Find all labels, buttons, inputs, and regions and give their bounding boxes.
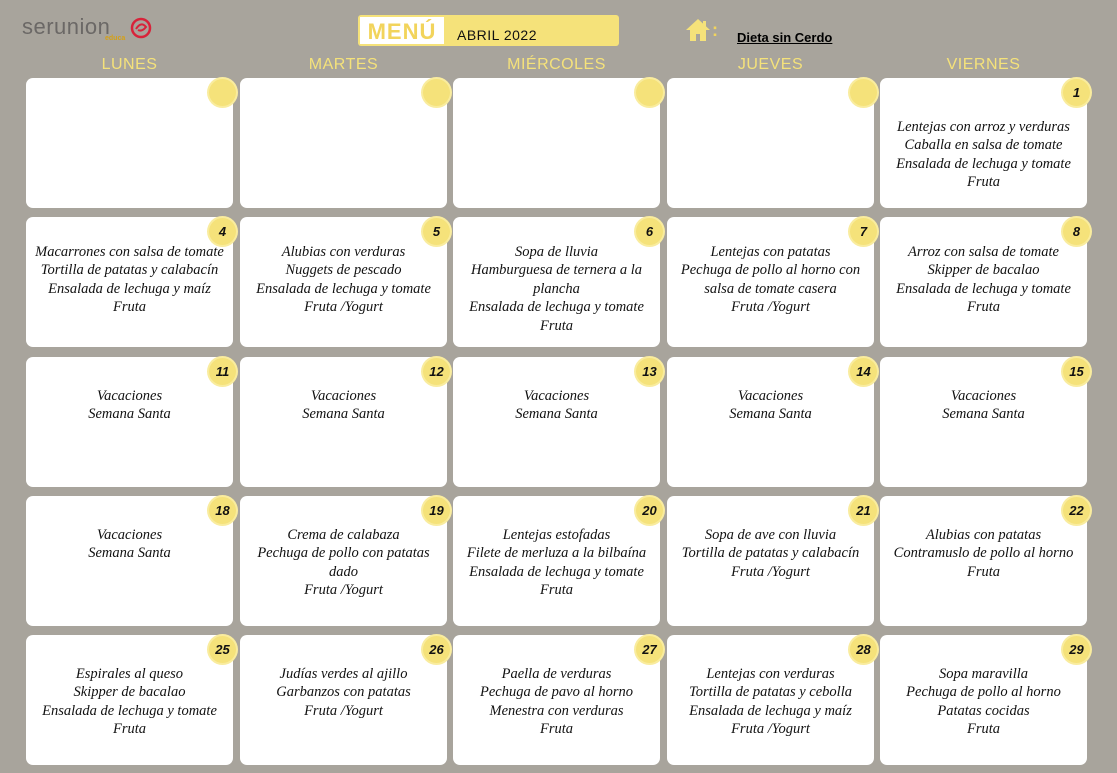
day-number-badge: 14: [850, 358, 877, 385]
meal-item: Ensalada de lechuga y maíz: [689, 702, 852, 719]
day-cell: [240, 78, 447, 208]
meal-item: Tortilla de patatas y cebolla: [689, 684, 852, 701]
meal-item: Vacaciones: [96, 388, 163, 404]
day-cell: [453, 357, 660, 487]
meal-list: [670, 387, 871, 424]
day-number-badge: [209, 79, 236, 106]
meal-item: Semana Santa: [729, 406, 812, 423]
day-number-badge: 13: [636, 358, 663, 385]
meal-item: Sopa de ave con lluvia: [704, 527, 837, 543]
meal-item: Hamburguesa de ternera a la plancha: [470, 262, 643, 297]
meal-item: Vacaciones: [96, 527, 163, 543]
meal-item: Fruta /Yogurt: [304, 702, 383, 719]
meal-item: Fruta: [112, 299, 147, 316]
meal-item: Fruta: [539, 582, 574, 599]
weekday-header-row: [0, 56, 1117, 76]
meal-item: Semana Santa: [88, 545, 171, 562]
colon: :: [712, 20, 718, 40]
day-cell: [453, 496, 660, 626]
diet-label: Dieta sin Cerdo: [737, 30, 833, 45]
day-number-badge: [636, 79, 663, 106]
menu-label: MENÚ: [360, 17, 444, 44]
meal-item: Pechuga de pollo al horno: [906, 684, 1061, 701]
meal-list: [29, 526, 230, 563]
meal-item: Skipper de bacalao: [73, 684, 186, 701]
day-number-badge: 7: [850, 218, 877, 245]
brand-logo: serunion: [22, 14, 111, 39]
meal-list: [670, 665, 871, 739]
meal-item: Vacaciones: [737, 388, 804, 404]
meal-item: Vacaciones: [310, 388, 377, 404]
meal-item: Lentejas con patatas: [710, 244, 831, 260]
meal-item: Alubias con verduras: [281, 244, 406, 260]
meal-item: Caballa en salsa de tomate: [904, 137, 1063, 154]
brand-sub: educa: [105, 35, 126, 42]
day-cell: [880, 78, 1087, 208]
meal-item: Sopa maravilla: [938, 666, 1028, 682]
day-number-badge: 22: [1063, 497, 1090, 524]
meal-list: [243, 526, 444, 600]
meal-item: Semana Santa: [942, 406, 1025, 423]
day-number-badge: 19: [423, 497, 450, 524]
day-number-badge: [850, 79, 877, 106]
day-number-badge: 27: [636, 636, 663, 663]
meal-item: Fruta: [539, 317, 574, 334]
meal-item: Lentejas con arroz y verduras: [897, 119, 1070, 135]
day-number-badge: 25: [209, 636, 236, 663]
meal-list: [883, 665, 1084, 739]
day-cell: [453, 217, 660, 347]
meal-item: Fruta: [966, 299, 1001, 316]
meal-item: Crema de calabaza: [287, 527, 400, 543]
meal-list: [883, 387, 1084, 424]
day-cell: [240, 496, 447, 626]
day-cell: [880, 357, 1087, 487]
day-cell: [880, 635, 1087, 765]
meal-list: [883, 118, 1084, 192]
meal-item: Ensalada de lechuga y tomate: [896, 280, 1071, 297]
meal-item: Fruta: [112, 721, 147, 738]
day-cell: [26, 217, 233, 347]
meal-item: Ensalada de lechuga y tomate: [896, 155, 1071, 172]
day-cell: [667, 78, 874, 208]
meal-item: Semana Santa: [515, 406, 598, 423]
day-cell: [453, 635, 660, 765]
meal-item: Tortilla de patatas y calabacín: [681, 545, 860, 562]
meal-item: Nuggets de pescado: [285, 262, 402, 279]
meal-item: Lentejas estofadas: [502, 527, 611, 543]
meal-item: Fruta /Yogurt: [731, 299, 810, 316]
meal-item: Menestra con verduras: [489, 702, 624, 719]
meal-item: Ensalada de lechuga y tomate: [256, 280, 431, 297]
meal-list: [29, 243, 230, 317]
day-number-badge: 1: [1063, 79, 1090, 106]
meal-list: [243, 243, 444, 317]
meal-item: Macarrones con salsa de tomate: [35, 244, 224, 260]
weekday-wednesday: MIÉRCOLES: [507, 56, 606, 73]
meal-item: Fruta: [966, 721, 1001, 738]
weekday-thursday: JUEVES: [737, 56, 804, 73]
meal-list: [243, 387, 444, 424]
meal-item: Semana Santa: [88, 406, 171, 423]
day-number-badge: 29: [1063, 636, 1090, 663]
meal-list: [456, 665, 657, 739]
weekday-tuesday: MARTES: [308, 56, 379, 73]
day-number-badge: 6: [636, 218, 663, 245]
meal-item: Ensalada de lechuga y tomate: [469, 563, 644, 580]
meal-item: Ensalada de lechuga y maíz: [48, 280, 211, 297]
meal-item: Judías verdes al ajillo: [279, 666, 408, 682]
day-cell: [453, 78, 660, 208]
meal-item: Fruta: [966, 174, 1001, 191]
home-icon: [685, 18, 711, 42]
meal-item: Fruta: [539, 721, 574, 738]
meal-item: Arroz con salsa de tomate: [908, 244, 1059, 260]
meal-item: Tortilla de patatas y calabacín: [40, 262, 219, 279]
weekday-monday: LUNES: [101, 56, 158, 73]
meal-item: Espirales al queso: [75, 666, 184, 682]
meal-item: Pechuga de pavo al horno: [479, 684, 634, 701]
day-number-badge: 4: [209, 218, 236, 245]
meal-list: [456, 387, 657, 424]
day-cell: [26, 78, 233, 208]
meal-item: Fruta /Yogurt: [304, 299, 383, 316]
meal-item: Fruta: [966, 563, 1001, 580]
meal-list: [883, 526, 1084, 581]
meal-item: Lentejas con verduras: [706, 666, 835, 682]
day-number-badge: 5: [423, 218, 450, 245]
day-cell: [667, 635, 874, 765]
meal-list: [456, 243, 657, 335]
meal-item: Fruta /Yogurt: [731, 563, 810, 580]
day-cell: [240, 217, 447, 347]
month-label: ABRIL 2022: [457, 27, 537, 43]
meal-list: [243, 665, 444, 720]
day-cell: [667, 496, 874, 626]
day-number-badge: 20: [636, 497, 663, 524]
day-number-badge: 12: [423, 358, 450, 385]
day-number-badge: 26: [423, 636, 450, 663]
meal-item: Paella de verduras: [501, 666, 612, 682]
meal-item: Skipper de bacalao: [927, 262, 1040, 279]
meal-item: Fruta /Yogurt: [731, 721, 810, 738]
day-cell: [26, 357, 233, 487]
meal-item: Fruta /Yogurt: [304, 582, 383, 599]
day-number-badge: [423, 79, 450, 106]
day-number-badge: 18: [209, 497, 236, 524]
menu-title-box: [358, 15, 619, 46]
meal-item: Pechuga de pollo al horno con salsa de tomate casera: [680, 262, 861, 297]
day-number-badge: 15: [1063, 358, 1090, 385]
meal-list: [670, 526, 871, 581]
day-cell: [667, 357, 874, 487]
meal-item: Vacaciones: [950, 388, 1017, 404]
meal-list: [670, 243, 871, 317]
brand-mark-icon: [129, 16, 153, 40]
meal-item: Filete de merluza a la bilbaína: [466, 545, 647, 562]
meal-item: Pechuga de pollo con patatas dado: [257, 545, 430, 580]
day-cell: [26, 635, 233, 765]
weekday-friday: VIERNES: [946, 56, 1021, 73]
meal-item: Patatas cocidas: [937, 702, 1030, 719]
meal-item: Contramuslo de pollo al horno: [893, 545, 1074, 562]
meal-list: [883, 243, 1084, 317]
meal-item: Ensalada de lechuga y tomate: [42, 702, 217, 719]
meal-item: Alubias con patatas: [925, 527, 1042, 543]
day-number-badge: 8: [1063, 218, 1090, 245]
meal-item: Vacaciones: [523, 388, 590, 404]
meal-list: [29, 665, 230, 739]
meal-list: [456, 526, 657, 600]
day-number-badge: 21: [850, 497, 877, 524]
header: [0, 0, 1117, 56]
day-cell: [880, 217, 1087, 347]
meal-list: [29, 387, 230, 424]
day-cell: [880, 496, 1087, 626]
meal-item: Sopa de lluvia: [515, 244, 598, 260]
meal-item: Semana Santa: [302, 406, 385, 423]
meal-item: Garbanzos con patatas: [276, 684, 411, 701]
day-cell: [667, 217, 874, 347]
day-number-badge: 11: [209, 358, 236, 385]
day-cell: [240, 357, 447, 487]
day-cell: [240, 635, 447, 765]
day-cell: [26, 496, 233, 626]
meal-item: Ensalada de lechuga y tomate: [469, 299, 644, 316]
day-number-badge: 28: [850, 636, 877, 663]
